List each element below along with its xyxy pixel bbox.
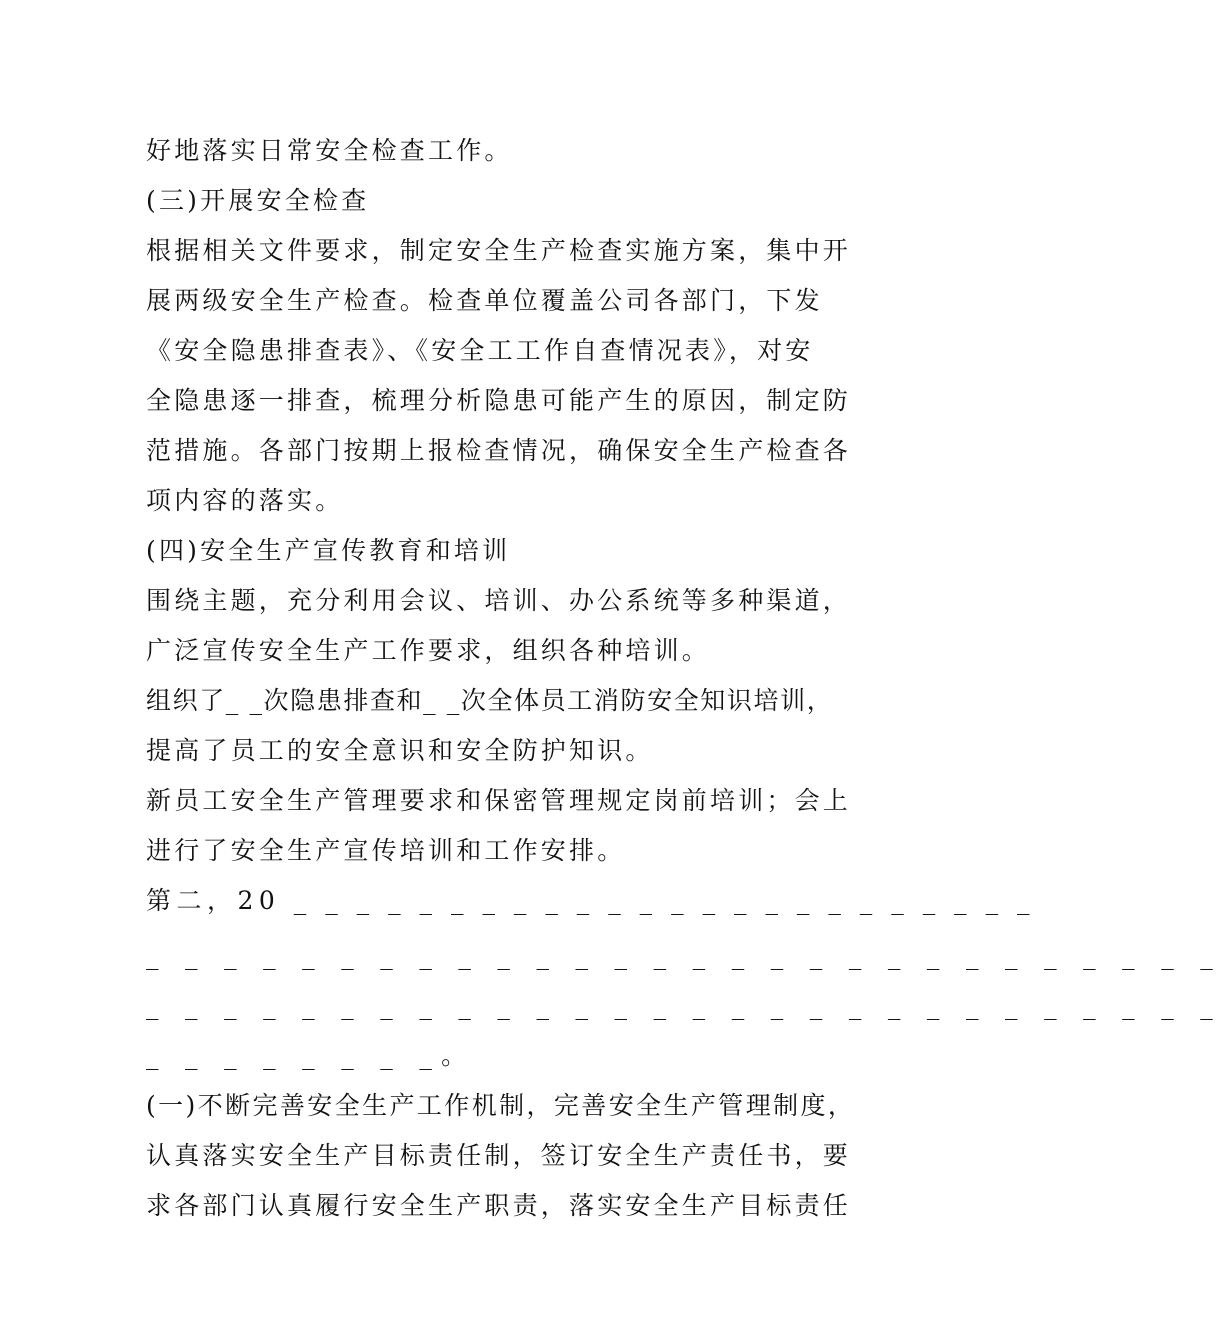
text-line: 全隐患逐一排查，梳理分析隐患可能产生的原因，制定防 [146,386,852,415]
text-line: 展两级安全生产检查。检查单位覆盖公司各部门，下发 [146,286,823,315]
text-line: 新员工安全生产管理要求和保密管理规定岗前培训；会上 [146,786,852,815]
text-line: 围绕主题，充分利用会议、培训、办公系统等多种渠道， [146,586,852,615]
section-heading: (一)不断完善安全生产工作机制，完善安全生产管理制度， [146,1091,856,1120]
text-line: 求各部门认真履行安全生产职责，落实安全生产目标责任 [146,1191,852,1220]
blank-line: _ _ _ _ _ _ _ _ _ _ _ _ _ _ _ _ _ _ _ _ _ _ _ _ _ _ _ _ [146,941,1222,970]
text-line: 提高了员工的安全意识和安全防护知识。 [146,736,654,765]
text-line: 根据相关文件要求，制定安全生产检查实施方案，集中开 [146,236,852,265]
blank-line: 第二，20 _ _ _ _ _ _ _ _ _ _ _ _ _ _ _ _ _ _ _ _ _ _ _ _ [146,886,1036,915]
text-line: 范措施。各部门按期上报检查情况，确保安全生产检查各 [146,436,852,465]
blank-line: _ _ _ _ _ _ _ _。 [146,1041,476,1070]
text-line: 《安全隐患排查表》、《安全工工作自查情况表》，对安 [146,336,814,365]
text-line: 好地落实日常安全检查工作。 [146,136,513,165]
section-heading: (四)安全生产宣传教育和培训 [146,536,511,565]
text-line: 进行了安全生产宣传培训和工作安排。 [146,836,626,865]
text-line: 项内容的落实。 [146,486,344,515]
text-line: 组织了_ _次隐患排查和_ _次全体员工消防安全知识培训， [146,686,834,715]
section-heading: (三)开展安全检查 [146,186,370,215]
text-line: 广泛宣传安全生产工作要求，组织各种培训。 [146,636,711,665]
text-line: 认真落实安全生产目标责任制，签订安全生产责任书，要 [146,1141,852,1170]
blank-line: _ _ _ _ _ _ _ _ _ _ _ _ _ _ _ _ _ _ _ _ _ _ _ _ _ _ _ _ [146,991,1222,1020]
